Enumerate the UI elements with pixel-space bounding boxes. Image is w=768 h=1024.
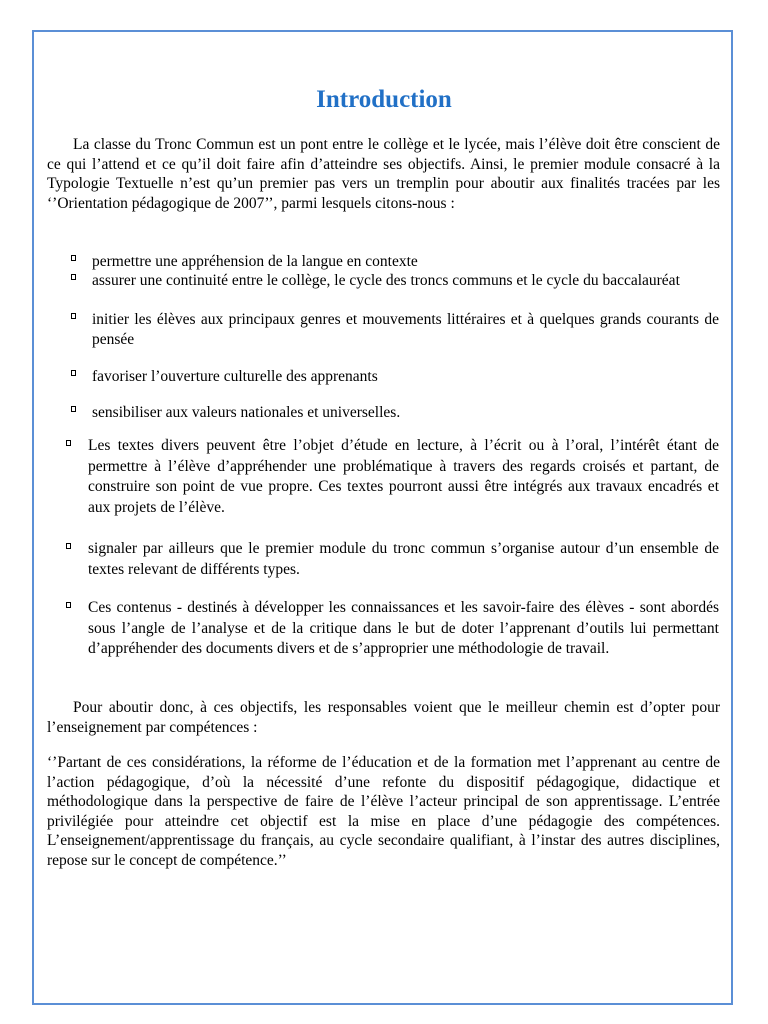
page-title: Introduction: [316, 86, 452, 113]
bullet-icon: [66, 602, 71, 608]
conclusion-paragraph: Pour aboutir donc, à ces objectifs, les responsables voient que le meilleur chemin est d’opter pour l’enseignement par compétences :: [47, 699, 720, 736]
bullet-icon: [71, 274, 76, 280]
bullet-icon: [71, 255, 76, 261]
bullet-icon: [71, 406, 76, 412]
objective-item: assurer une continuité entre le collège, le cycle des troncs communs et le cycle du baccalauréat: [92, 272, 680, 289]
intro-paragraph: La classe du Tronc Commun est un pont entre le collège et le lycée, mais l’élève doit être conscient de ce qui l’attend et ce qu’il doit faire afin d’atteindre ses objectifs. Ainsi, le premier module consacré à la Typologie Textuelle n’est qu’un premier pas vers un tremplin pour aboutir aux finalités tracées par les ‘’Orientation pédagogique de 2007’’, parmi lesquels citons-nous :: [47, 136, 720, 212]
objective-item: favoriser l’ouverture culturelle des apprenants: [92, 368, 378, 385]
bullet-icon: [71, 370, 76, 376]
objective-item: initier les élèves aux principaux genres et mouvements littéraires et à quelques grands courants de pensée: [92, 311, 719, 348]
bullet-icon: [66, 543, 71, 549]
note-item: Ces contenus - destinés à développer les connaissances et les savoir-faire des élèves - sont abordés sous l’angle de l’analyse et de la critique dans le but de doter l’apprenant d’outils lui permettant d’appréhender des documents divers et de s’approprier une méthodologie de travail.: [88, 599, 719, 657]
note-item: signaler par ailleurs que le premier module du tronc commun s’organise autour d’un ensemble de textes relevant de différents types.: [88, 540, 719, 578]
note-item: Les textes divers peuvent être l’objet d’étude en lecture, à l’écrit ou à l’oral, l’intérêt étant de permettre à l’élève d’appréhender une problématique à travers des regards croisés et partant, de construire son point de vue propre. Ces textes pourront aussi être intégrés aux travaux encadrés et aux projets de l’élève.: [88, 437, 719, 516]
objective-item: sensibiliser aux valeurs nationales et universelles.: [92, 404, 401, 421]
objective-item: permettre une appréhension de la langue en contexte: [92, 253, 418, 270]
bullet-icon: [66, 440, 71, 446]
bullet-icon: [71, 313, 76, 319]
quote-paragraph: ‘’Partant de ces considérations, la réforme de l’éducation et de la formation met l’apprenant au centre de l’action pédagogique, d’où la nécessité d’une refonte du dispositif pédagogique, didactique et méthodologique dans la perspective de faire de l’élève l’acteur principal de son apprentissage. L’entrée privilégiée pour atteindre cet objectif est la mise en place d’une pédagogie des compétences. L’enseignement/apprentissage du français, au cycle secondaire qualifiant, à l’instar des autres disciplines, repose sur le concept de compétence.’’: [47, 754, 720, 869]
